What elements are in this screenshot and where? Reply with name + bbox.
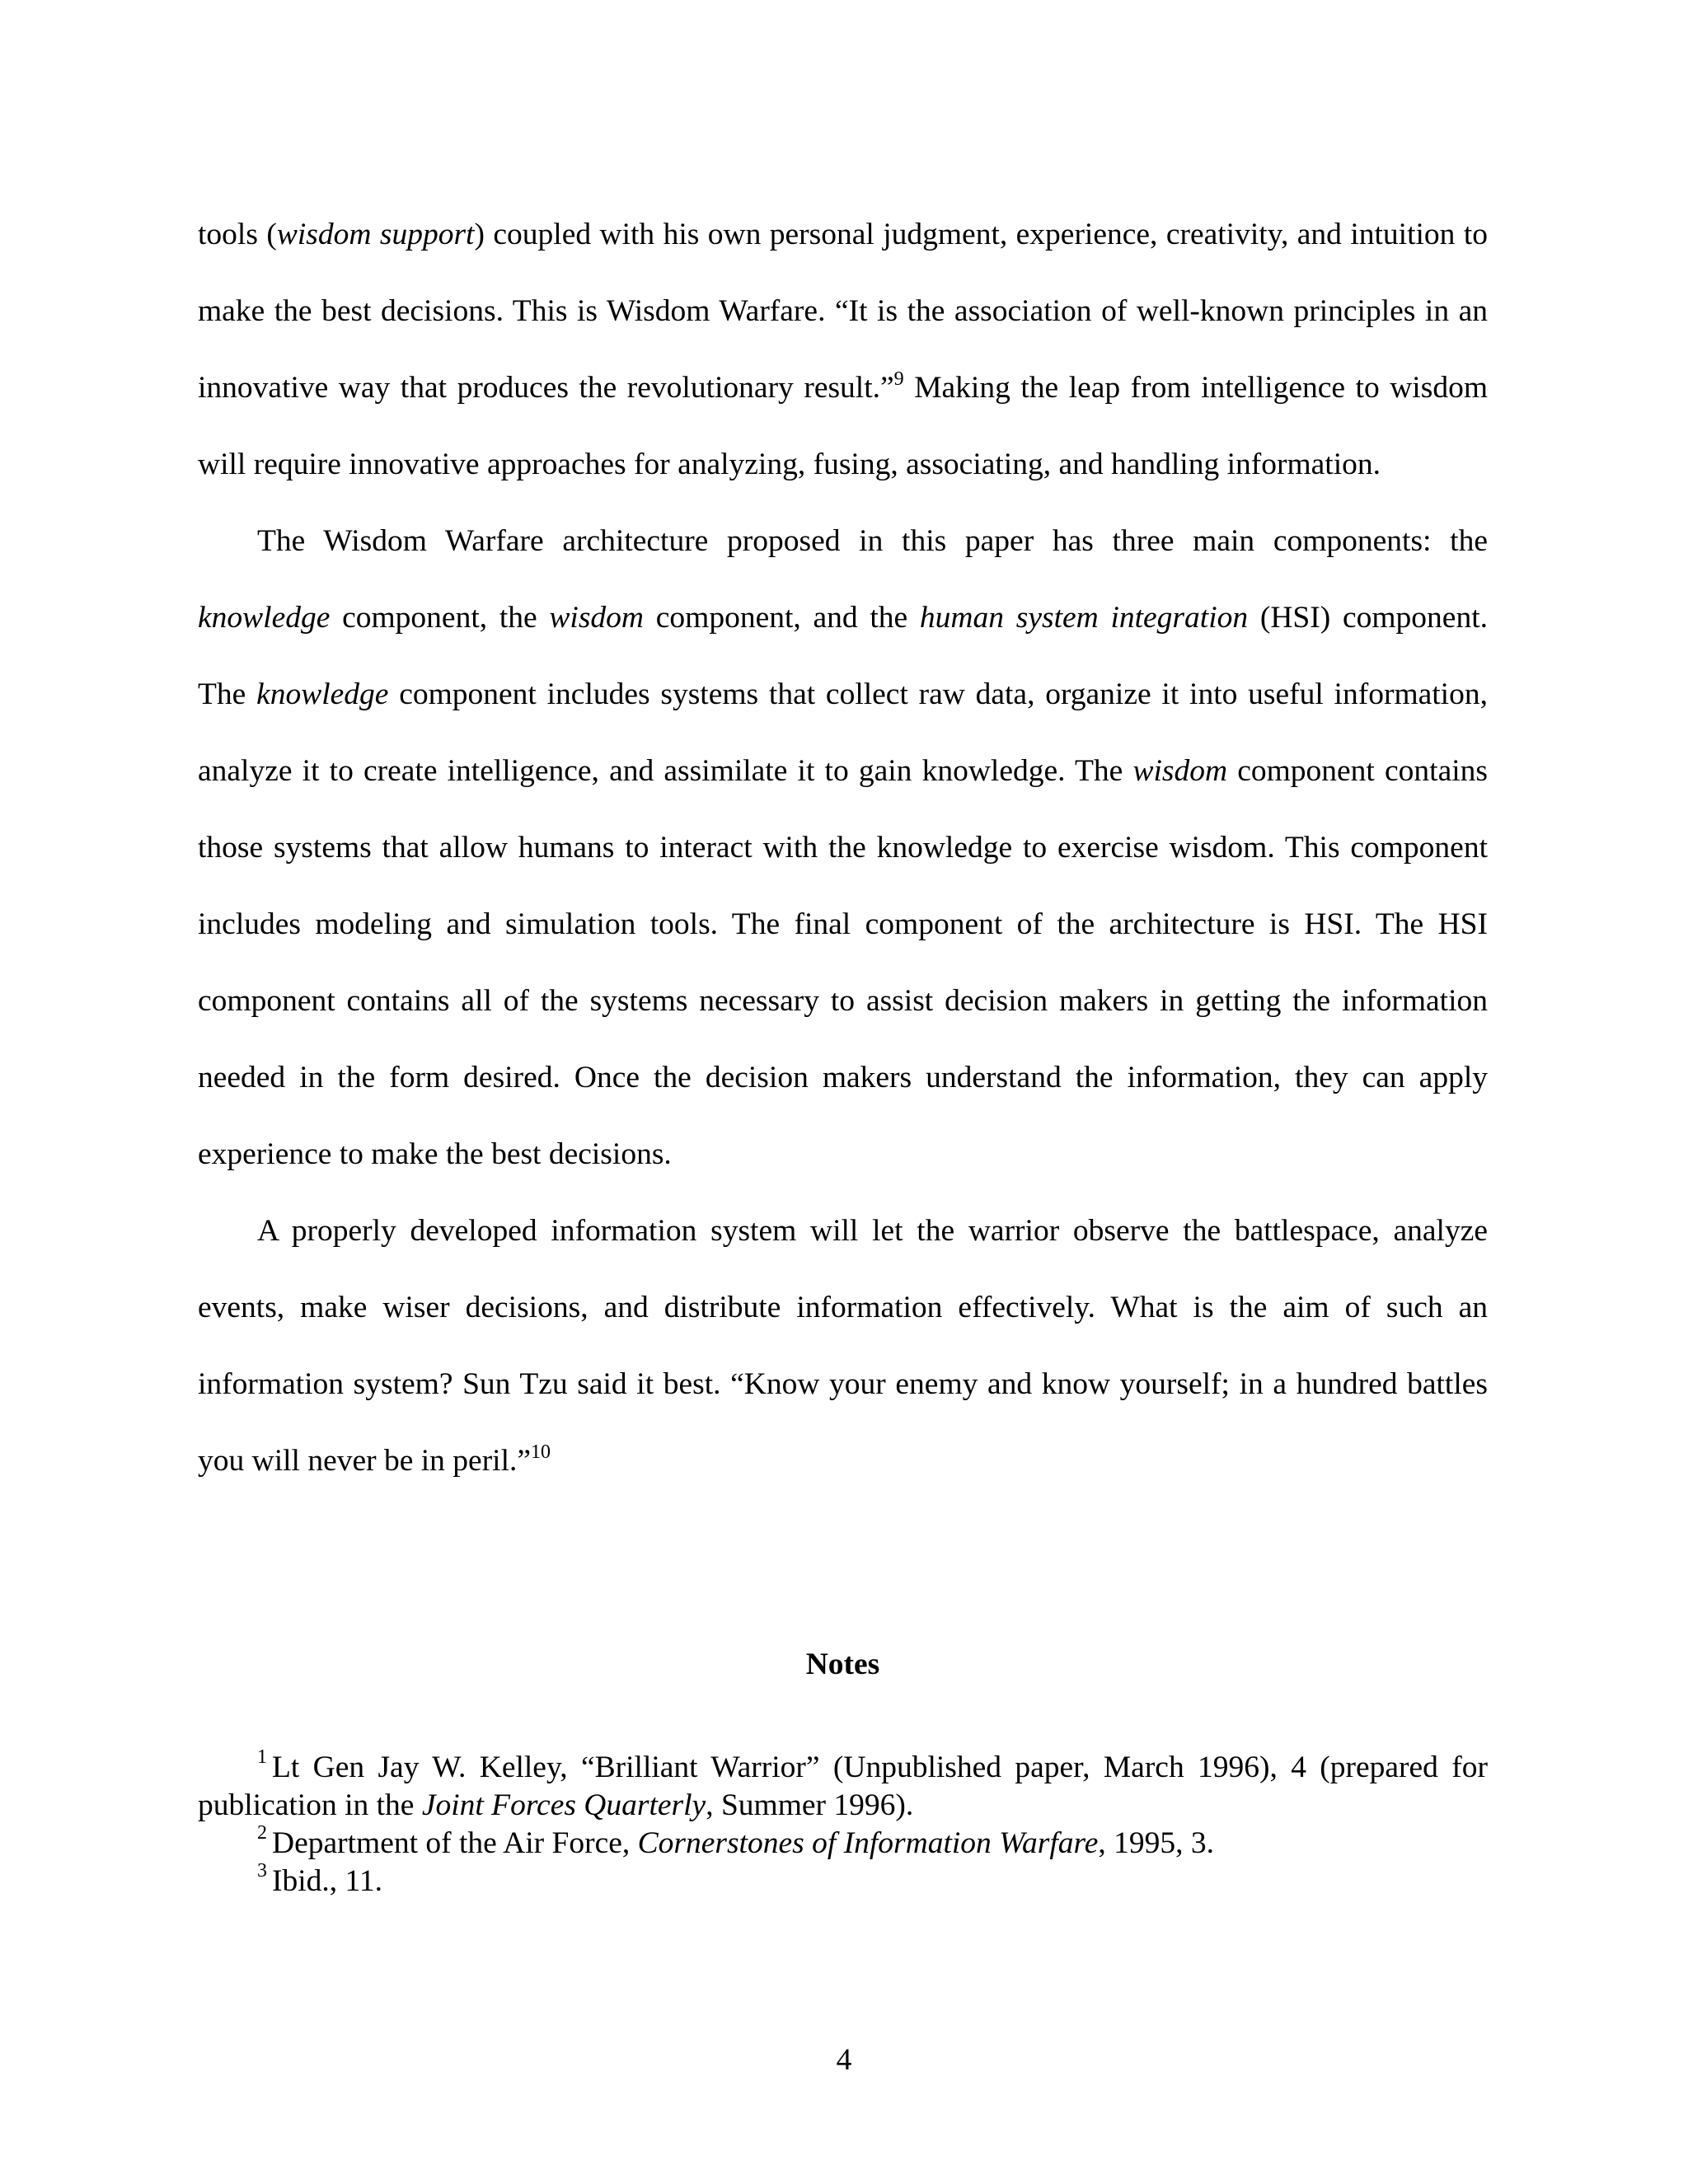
note-number: 1 <box>257 1746 267 1768</box>
italic-text: human system integration <box>919 601 1249 635</box>
note-3 <box>198 1860 1488 1900</box>
page-number: 4 <box>836 2043 852 2077</box>
italic-text: wisdom <box>1132 754 1228 788</box>
italic-text: wisdom support <box>276 218 475 251</box>
paragraph-1 <box>198 196 1488 503</box>
footnote-ref: 10 <box>531 1441 551 1463</box>
text-run: component, the <box>330 601 550 635</box>
italic-text: wisdom <box>549 601 645 635</box>
notes-heading: Notes <box>805 1647 880 1681</box>
italic-text: Joint Forces Quarterly <box>421 1788 706 1822</box>
text-run: component contains those systems that allow humans to interact with the knowledge to exercise wisdom. This component includes modeling and simulation tools. The final component of the architecture is HSI. The HSI component contains all of the systems necessary to assist decision makers in getting the information needed in the form desired. Once the decision makers understand the information, they can apply experience to make the best decisions. <box>198 754 1488 1171</box>
note-number: 2 <box>257 1822 267 1844</box>
italic-text: Cornerstones of Information Warfare <box>637 1826 1099 1860</box>
text-run: tools ( <box>198 218 277 251</box>
text-run: , 1995, 3. <box>1098 1826 1214 1860</box>
notes-list <box>198 1746 1488 1900</box>
text-run: component includes systems that collect raw data, organize it into useful information, analyze it to create intelligence, and assimilate it to gain knowledge. The <box>198 677 1488 788</box>
text-run: Ibid., 11. <box>272 1864 383 1898</box>
note-1 <box>198 1746 1488 1825</box>
italic-text: knowledge <box>256 677 389 711</box>
text-run: The Wisdom Warfare architecture proposed in this paper has three main components: the <box>257 524 1488 558</box>
text-run: ) coupled with his own personal judgment, experience, creativity, and intuition to make the best decisions. This is Wisdom Warfare. “It is the association of well-known principles in an innovative way that produces the revolutionary result.” <box>198 218 1489 405</box>
text-run: component, and the <box>644 601 920 635</box>
text-run: A properly developed information system will let the warrior observe the battlespace, analyze events, make wiser decisions, and distribute information effectively. What is the aim of such an information system? Sun Tzu said it best. “Know your enemy and know yourself; in a hundred battles you will never be in peril.” <box>198 1214 1488 1478</box>
footnote-ref: 9 <box>893 368 904 390</box>
text-run: , Summer 1996). <box>706 1788 914 1822</box>
text-run: (HSI) component. The <box>198 601 1488 711</box>
paragraph-3 <box>198 1193 1488 1499</box>
italic-text: knowledge <box>198 601 331 635</box>
body-text <box>198 196 1488 1499</box>
note-number: 3 <box>257 1860 267 1882</box>
note-2 <box>198 1822 1488 1863</box>
text-run: Department of the Air Force, <box>272 1826 638 1860</box>
paragraph-2 <box>198 503 1488 1193</box>
text-run: Lt Gen Jay W. Kelley, “Brilliant Warrior” (Unpublished paper, March 1996), 4 (prepared for publication in the <box>198 1750 1488 1822</box>
text-run: Making the leap from intelligence to wisdom will require innovative approaches for analyzing, fusing, associating, and handling information. <box>198 371 1488 481</box>
